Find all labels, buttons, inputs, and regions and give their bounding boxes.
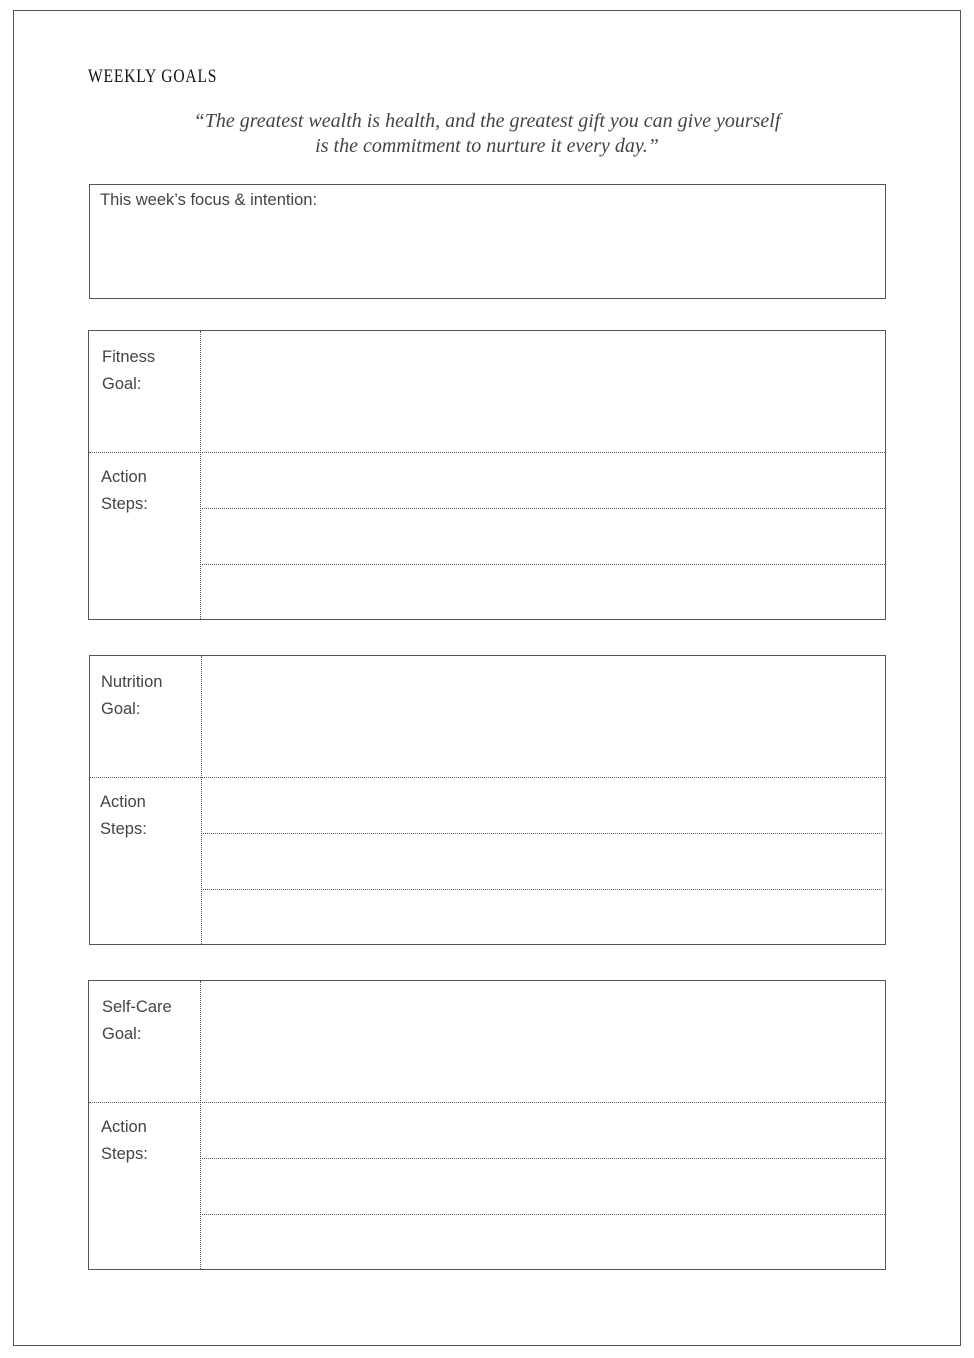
fitness-goal-block xyxy=(88,330,886,620)
row-divider xyxy=(90,777,885,778)
page-title: WEEKLY GOALS xyxy=(88,66,218,87)
nutrition-action-steps-label xyxy=(100,789,200,843)
action-line-divider xyxy=(200,1158,885,1159)
focus-intention-label: This week’s focus & intention: xyxy=(100,191,318,209)
focus-intention-box[interactable] xyxy=(89,184,886,299)
quote-line-1: “The greatest wealth is health, and the greatest gift you can give yourself xyxy=(193,110,781,132)
row-divider xyxy=(89,1102,885,1103)
self-care-goal-block xyxy=(88,980,886,1270)
goal-label-line-1: Self-Care xyxy=(102,998,172,1016)
goal-label-line-2: Goal: xyxy=(102,375,142,393)
action-line-divider xyxy=(201,889,882,890)
action-line-divider xyxy=(200,508,885,509)
action-line-divider xyxy=(200,564,885,565)
self-care-action-steps-label xyxy=(101,1114,201,1168)
fitness-goal-label xyxy=(102,344,202,398)
row-divider xyxy=(89,452,885,453)
nutrition-goal-label xyxy=(101,669,201,723)
goal-label-line-1: Fitness xyxy=(102,348,156,366)
goal-label-line-2: Goal: xyxy=(102,1025,142,1043)
quote-line-2: is the commitment to nurture it every day.” xyxy=(315,135,659,157)
action-label-line-1: Action xyxy=(100,793,146,811)
action-label-line-1: Action xyxy=(101,1118,147,1136)
goal-label-line-2: Goal: xyxy=(101,700,141,718)
column-divider xyxy=(201,656,202,944)
action-label-line-2: Steps: xyxy=(101,495,148,513)
action-line-divider xyxy=(200,1214,885,1215)
action-label-line-2: Steps: xyxy=(101,1145,148,1163)
fitness-action-steps-label xyxy=(101,464,201,518)
action-label-line-2: Steps: xyxy=(100,820,147,838)
nutrition-goal-block xyxy=(89,655,886,945)
action-label-line-1: Action xyxy=(101,468,147,486)
goal-label-line-1: Nutrition xyxy=(101,673,163,691)
quote xyxy=(88,109,886,159)
self-care-goal-label xyxy=(102,994,202,1048)
action-line-divider xyxy=(201,833,882,834)
